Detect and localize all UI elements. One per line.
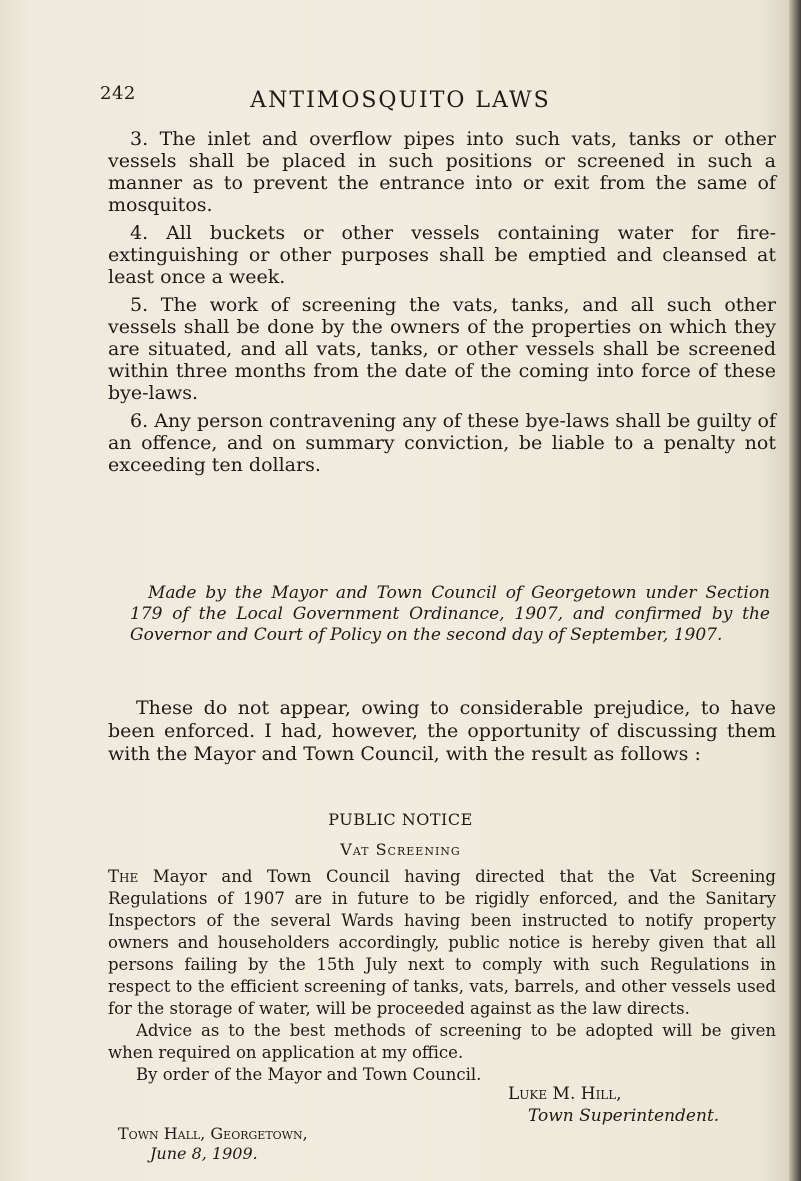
- clause-5: 5. The work of screening the vats, tanks, and all such other vessels shall be done by the owners of the properties on which they are situated, and all vats, tanks, or other vessels shall be screened within three months from the date of the coming into force of these bye-laws.: [108, 294, 776, 404]
- page-number: 242: [100, 83, 136, 104]
- signatory-title: Town Superintendent.: [528, 1106, 720, 1126]
- signatory-name: Luke M. Hill,: [508, 1084, 622, 1104]
- notice-body: [108, 866, 776, 1086]
- notice-title: PUBLIC NOTICE: [328, 810, 473, 829]
- bye-law-clauses: [108, 128, 776, 482]
- running-head: ANTIMOSQUITO LAWS: [250, 88, 551, 113]
- notice-paragraph-1-text: Mayor and Town Council having directed that the Vat Screening Regulations of 1907 are in future to be rigidly enforced, and the Sanitary Inspectors of the several Wards having been instructed to notify property owners and householders accordingly, public notice is hereby given that all persons failing by the 15th July next to comply with such Regulations in respect to the efficient screening of tanks, vats, barrels, and other vessels used for the storage of water, will be proceeded against as the law directs.: [108, 867, 776, 1018]
- author-commentary: These do not appear, owing to considerable prejudice, to have been enforced. I had, however, the opportunity of discussing them with the Mayor and Town Council, with the result as follows :: [108, 697, 776, 765]
- clause-4: 4. All buckets or other vessels containing water for fire-extinguishing or other purposes shall be emptied and cleansed at least once a week.: [108, 222, 776, 288]
- notice-address: Town Hall, Georgetown,: [118, 1124, 308, 1143]
- notice-date: June 8, 1909.: [150, 1144, 258, 1163]
- page-edge-shadow: [789, 0, 801, 1181]
- clause-3: 3. The inlet and overflow pipes into such vats, tanks or other vessels shall be placed in such positions or screened in such a manner as to prevent the entrance into or exit from the same of mosquitos.: [108, 128, 776, 216]
- enactment-note: Made by the Mayor and Town Council of Georgetown under Section 179 of the Local Government Ordinance, 1907, and confirmed by the Governor and Court of Policy on the second day of September, 1907.: [130, 583, 770, 645]
- notice-subtitle: Vat Screening: [340, 840, 461, 859]
- notice-lead-word: The: [108, 867, 139, 886]
- notice-paragraph-1: [108, 866, 776, 1020]
- notice-paragraph-2: Advice as to the best methods of screening to be adopted will be given when required on application at my office.: [108, 1021, 776, 1062]
- clause-6: 6. Any person contravening any of these bye-laws shall be guilty of an offence, and on summary conviction, be liable to a penalty not exceeding ten dollars.: [108, 410, 776, 476]
- notice-paragraph-3: By order of the Mayor and Town Council.: [136, 1065, 482, 1084]
